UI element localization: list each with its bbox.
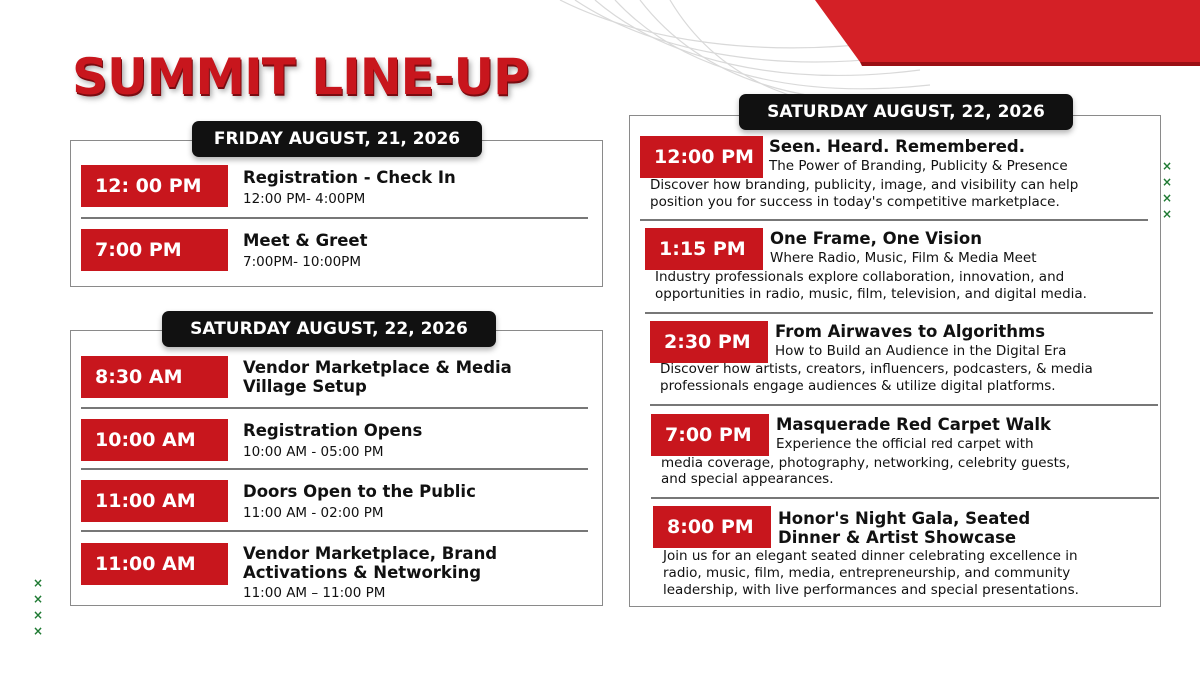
session-title: From Airwaves to Algorithms (775, 322, 1046, 341)
event-hours: 12:00 PM- 4:00PM (243, 191, 366, 207)
friday-day-label: FRIDAY AUGUST, 21, 2026 (192, 121, 482, 157)
session-time: 1:15 PM (645, 228, 763, 270)
divider (650, 404, 1158, 406)
event-time: 11:00 AM (81, 480, 228, 522)
session-description: professionals engage audiences & utilize digital platforms. (660, 378, 1056, 394)
session-title: Seen. Heard. Remembered. (769, 137, 1025, 156)
session-subtitle: The Power of Branding, Publicity & Presence (769, 158, 1068, 174)
decor-x-icon: × (32, 608, 44, 622)
session-title: One Frame, One Vision (770, 229, 982, 248)
event-hours: 11:00 AM - 02:00 PM (243, 505, 384, 521)
divider (81, 468, 588, 470)
saturday-sessions-day-label: SATURDAY AUGUST, 22, 2026 (739, 94, 1073, 130)
event-title-line: Registration Opens (243, 421, 423, 440)
session-description: opportunities in radio, music, film, television, and digital media. (655, 286, 1087, 302)
session-time: 7:00 PM (651, 414, 769, 456)
event-title: Meet & Greet (243, 231, 368, 250)
event-time: 12: 00 PM (81, 165, 228, 207)
decor-x-icon: × (1161, 207, 1173, 221)
event-title-line: Vendor Marketplace & Media (243, 358, 512, 377)
event-time: 11:00 AM (81, 543, 228, 585)
session-description: radio, music, film, media, entrepreneurship, and community (663, 565, 1071, 581)
session-time: 12:00 PM (640, 136, 763, 178)
divider (81, 530, 588, 532)
saturday-day-label: SATURDAY AUGUST, 22, 2026 (162, 311, 496, 347)
session-subtitle: How to Build an Audience in the Digital Era (775, 343, 1067, 359)
session-description: and special appearances. (661, 471, 834, 487)
decor-x-icon: × (32, 592, 44, 606)
event-hours: 7:00PM- 10:00PM (243, 254, 361, 270)
event-title: Registration - Check In (243, 168, 456, 187)
session-description: Discover how artists, creators, influencers, podcasters, & media (660, 361, 1093, 377)
event-time: 10:00 AM (81, 419, 228, 461)
event-title-line: Doors Open to the Public (243, 482, 476, 501)
session-description: media coverage, photography, networking, celebrity guests, (661, 455, 1071, 471)
session-time: 8:00 PM (653, 506, 771, 548)
event-time: 8:30 AM (81, 356, 228, 398)
divider (640, 219, 1148, 221)
session-description: Industry professionals explore collaboration, innovation, and (655, 269, 1065, 285)
event-title-line: Activations & Networking (243, 563, 482, 582)
divider (651, 497, 1159, 499)
decor-x-icon: × (1161, 159, 1173, 173)
session-title: Honor's Night Gala, Seated (778, 509, 1031, 528)
session-subtitle: Experience the official red carpet with (776, 436, 1034, 452)
session-subtitle: Where Radio, Music, Film & Media Meet (770, 250, 1037, 266)
session-time: 2:30 PM (650, 321, 768, 363)
session-title: Masquerade Red Carpet Walk (776, 415, 1051, 434)
divider (645, 312, 1153, 314)
session-description: leadership, with live performances and special presentations. (663, 582, 1079, 598)
session-description: Join us for an elegant seated dinner celebrating excellence in (663, 548, 1078, 564)
session-description: Discover how branding, publicity, image, and visibility can help (650, 177, 1079, 193)
page-title: SUMMIT LINE-UP (72, 48, 529, 106)
event-title-line: Vendor Marketplace, Brand (243, 544, 498, 563)
session-title: Dinner & Artist Showcase (778, 528, 1017, 547)
decor-x-icon: × (1161, 175, 1173, 189)
red-banner (815, 0, 1200, 62)
event-title-line: Village Setup (243, 377, 367, 396)
event-hours: 11:00 AM – 11:00 PM (243, 585, 386, 601)
decor-x-icon: × (32, 576, 44, 590)
divider (81, 217, 588, 219)
event-hours: 10:00 AM - 05:00 PM (243, 444, 384, 460)
event-time: 7:00 PM (81, 229, 228, 271)
divider (81, 407, 588, 409)
session-description: position you for success in today's competitive marketplace. (650, 194, 1060, 210)
decor-x-icon: × (1161, 191, 1173, 205)
decor-x-icon: × (32, 624, 44, 638)
